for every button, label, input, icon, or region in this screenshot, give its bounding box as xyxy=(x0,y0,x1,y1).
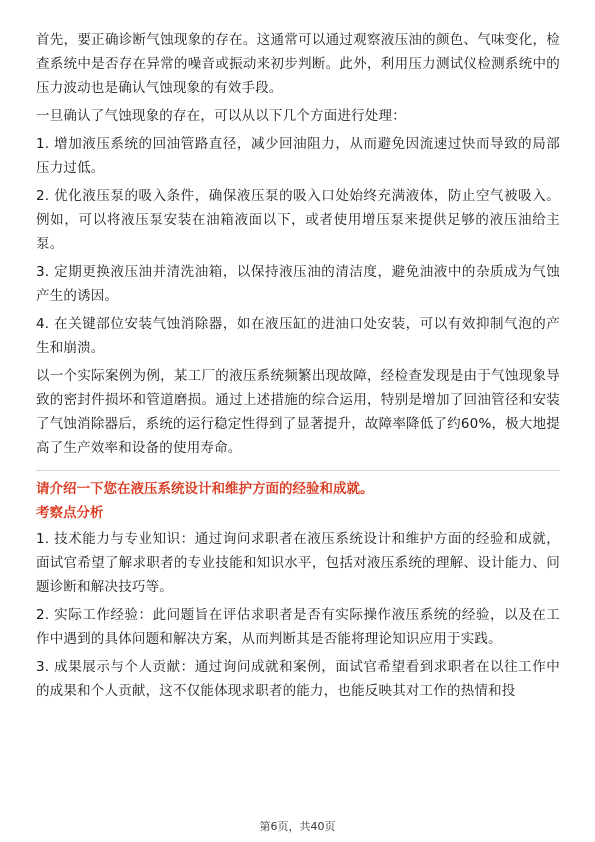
question-heading: 请介绍一下您在液压系统设计和维护方面的经验和成就。 xyxy=(36,481,374,497)
page-number-footer: 第6页，共40页 xyxy=(259,820,336,833)
paragraph-diagnosis: 首先，要正确诊断气蚀现象的存在。这通常可以通过观察液压油的颜色、气味变化，检查系统中是否存在异常的噪音或振动来初步判断。此外，利用压力测试仪检测系统中的压力波动也是确认气蚀现象的有效手段。 xyxy=(36,32,560,96)
list-item-measure-3: 3. 定期更换液压油并清洗油箱，以保持液压油的清洁度，避免油液中的杂质成为气蚀产生的诱因。 xyxy=(36,264,560,304)
list-item-measure-2: 2. 优化液压泵的吸入条件，确保液压泵的吸入口处始终充满液体，防止空气被吸入。例如，可以将液压泵安装在油箱液面以下，或者使用增压泵来提供足够的液压油给主泵。 xyxy=(36,188,560,252)
analysis-title: 考察点分析 xyxy=(36,505,104,521)
analysis-item-3: 3. 成果展示与个人贡献：通过询问成就和案例，面试官希望看到求职者在以往工作中的成果和个人贡献，这不仅能体现求职者的能力，也能反映其对工作的热情和投 xyxy=(36,659,560,699)
paragraph-case-study: 以一个实际案例为例，某工厂的液压系统频繁出现故障，经检查发现是由于气蚀现象导致的密封件损坏和管道磨损。通过上述措施的综合运用，特别是增加了回油管径和安装了气蚀消除器后，系统的运行稳定性得到了显著提升，故障率降低了约60%，极大地提高了生产效率和设备的使用寿命。 xyxy=(36,368,560,456)
document-page xyxy=(36,28,560,707)
section-divider xyxy=(36,470,560,471)
analysis-item-2: 2. 实际工作经验：此问题旨在评估求职者是否有实际操作液压系统的经验，以及在工作中遇到的具体问题和解决方案，从而判断其是否能将理论知识应用于实践。 xyxy=(36,607,560,647)
list-item-measure-1: 1. 增加液压系统的回油管路直径，减少回油阻力，从而避免因流速过快而导致的局部压力过低。 xyxy=(36,136,560,176)
paragraph-intro-measures: 一旦确认了气蚀现象的存在，可以从以下几个方面进行处理： xyxy=(36,108,406,124)
list-item-measure-4: 4. 在关键部位安装气蚀消除器，如在液压缸的进油口处安装，可以有效抑制气泡的产生和崩溃。 xyxy=(36,316,560,356)
analysis-item-1: 1. 技术能力与专业知识：通过询问求职者在液压系统设计和维护方面的经验和成就，面试官希望了解求职者的专业技能和知识水平，包括对液压系统的理解、设计能力、问题诊断和解决技巧等。 xyxy=(36,531,560,595)
